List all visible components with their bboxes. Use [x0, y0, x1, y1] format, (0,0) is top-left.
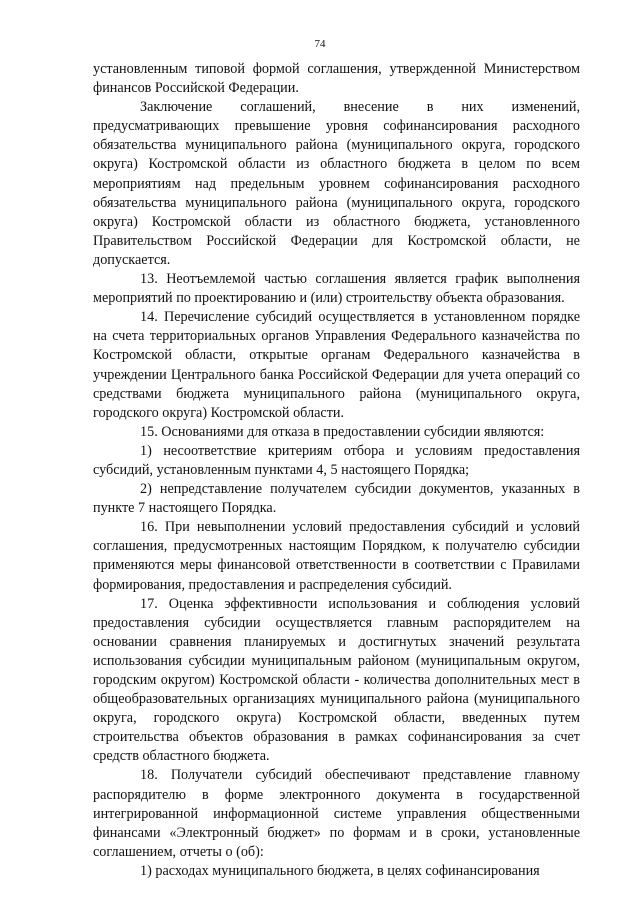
paragraph-item-14: 14. Перечисление субсидий осуществляется в установленном порядке на счета территориальных органов Управления Федерального казначейства по Костромской области, открытые органам Федерального казначейства в учреждении Центрального банка Российской Федерации для учета операций со средствами бюджета муниципального района (муниципального округа, городского округа) Костромской области.	[93, 309, 580, 421]
document-body	[93, 60, 580, 881]
page-number: 74	[314, 38, 326, 50]
paragraph-continuation: установленным типовой формой соглашения, утвержденной Министерством финансов Российской Федерации.	[93, 61, 580, 97]
paragraph-item-15-sub-2: 2) непредставление получателем субсидии документов, указанных в пункте 7 настоящего Порядка.	[93, 481, 580, 517]
paragraph-item-13: 13. Неотъемлемой частью соглашения является график выполнения мероприятий по проектированию и (или) строительству объекта образования.	[93, 271, 580, 307]
paragraph-item-18: 18. Получатели субсидий обеспечивают представление главному распорядителю в форме электронного документа в государственной интегрированной информационной системе управления общественными финансами «Электронный бюджет» по формам и в сроки, установленные соглашением, отчеты о (об):	[93, 767, 580, 860]
paragraph-item-18-sub-1: 1) расходах муниципального бюджета, в целях софинансирования	[140, 862, 540, 879]
paragraph-item-17: 17. Оценка эффективности использования и соблюдения условий предоставления субсидии осуществляется главным распорядителем на основании сравнения планируемых и достигнутых значений результата использования субсидии муниципальным районом (муниципальным округом, городским округом) Костромской области - количества дополнительных мест в общеобразовательных организациях муниципального района (муниципального округа, городского округа) Костромской области, введенных путем строительства объектов образования в рамках софинансирования за счет средств областного бюджета.	[93, 595, 580, 765]
paragraph-item-15: 15. Основаниями для отказа в предоставлении субсидии являются:	[140, 423, 545, 440]
paragraph-agreement-conclusion: Заключение соглашений, внесение в них изменений, предусматривающих превышение уровня софинансирования расходного обязательства муниципального района (муниципального округа, городского округа) Костромской области из областного бюджета в целом по всем мероприятиям над предельным уровнем софинансирования расходного обязательства муниципального района (муниципального округа, городского округа) Костромской области из областного бюджета, установленного Правительством Российской Федерации для Костромской области, не допускается.	[93, 99, 580, 268]
paragraph-item-15-sub-1: 1) несоответствие критериям отбора и условиям предоставления субсидий, установленным пунктами 4, 5 настоящего Порядка;	[93, 442, 580, 478]
paragraph-item-16: 16. При невыполнении условий предоставления субсидий и условий соглашения, предусмотренных настоящим Порядком, к получателю субсидии применяются меры финансовой ответственности в соответствии с Правилами формирования, предоставления и распределения субсидий.	[93, 519, 580, 593]
